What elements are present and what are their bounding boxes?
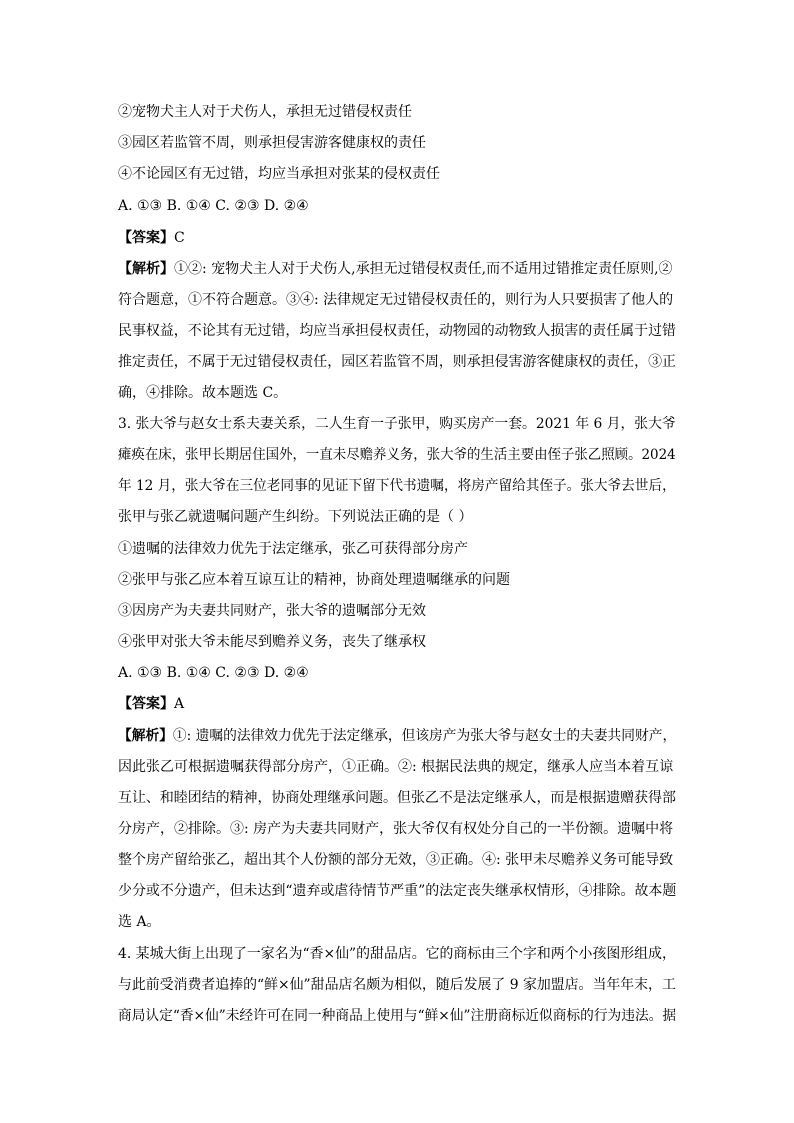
q3-analysis-line: 少分或不分遗产，但未达到“遗弃或虐待情节严重”的法定丧失继承权情形，④排除。故本题 xyxy=(118,883,677,899)
q2-analysis-line xyxy=(118,259,673,279)
analysis-text: ①: 遗嘱的法律效力优先于法定继承，但该房产为张大爷与赵女士的夫妻共同财产， xyxy=(172,728,677,744)
q2-analysis-line: 确，④排除。故本题选 C。 xyxy=(118,385,288,401)
q3-option-4: ④张甲对张大爷未能尽到赡养义务，丧失了继承权 xyxy=(118,634,426,650)
q2-option-2: ②宠物犬主人对于犬伤人，承担无过错侵权责任 xyxy=(118,104,412,120)
q3-stem-line: 瘫痪在床，张甲长期居住国外，一直未尽赡养义务，张大爷的生活主要由侄子张乙照顾。2024 xyxy=(118,447,676,463)
q3-choices: A. ①③ B. ①④ C. ②③ D. ②④ xyxy=(118,665,309,681)
q3-analysis-line: 整个房产留给张乙，超出其个人份额的部分无效，③正确。④: 张甲未尽赡养义务可能导致 xyxy=(118,852,674,868)
answer-tag: 【答案】 xyxy=(118,696,174,712)
q2-choices: A. ①③ B. ①④ C. ②③ D. ②④ xyxy=(118,198,309,214)
answer-tag: 【答案】 xyxy=(118,230,174,246)
q2-answer xyxy=(118,228,185,248)
q4-stem-line: 商局认定“香×仙”未经许可在同一种商品上使用与“鲜×仙”注册商标近似商标的行为违法。据 xyxy=(118,1008,677,1024)
q3-stem-line: 张甲与张乙就遗嘱问题产生纠纷。下列说法正确的是（ ） xyxy=(118,509,473,525)
q3-answer xyxy=(118,694,184,714)
q2-analysis-line: 推定责任，不属于无过错侵权责任，园区若监管不周，则承担侵害游客健康权的责任，③正 xyxy=(118,354,676,370)
q3-analysis-line: 分房产，②排除。③: 房产为夫妻共同财产，张大爷仅有权处分自己的一半份额。遗嘱中将 xyxy=(118,821,674,837)
analysis-text: ①②: 宠物犬主人对于犬伤人,承担无过错侵权责任,而不适用过错推定责任原则,② xyxy=(174,261,673,277)
q3-option-3: ③因房产为夫妻共同财产，张大爷的遗嘱部分无效 xyxy=(118,603,426,619)
q2-analysis-line: 符合题意，①不符合题意。③④: 法律规定无过错侵权责任的，则行为人只要损害了他人的 xyxy=(118,292,674,308)
q3-analysis-line: 选 A。 xyxy=(118,914,161,930)
answer-value: C xyxy=(174,230,185,246)
analysis-tag: 【解析】 xyxy=(118,728,173,744)
analysis-tag: 【解析】 xyxy=(118,261,174,277)
q2-option-3: ③园区若监管不周，则承担侵害游客健康权的责任 xyxy=(118,135,426,151)
q4-stem-line: 4. 某城大街上出现了一家名为“香×仙”的甜品店。它的商标由三个字和两个小孩图形组成， xyxy=(118,946,676,962)
q4-stem-line: 与此前受消费者追捧的“鲜×仙”甜品店名颇为相似，随后发展了 9 家加盟店。当年年末，工 xyxy=(118,977,676,993)
q2-analysis-line: 民事权益，不论其有无过错，均应当承担侵权责任，动物园的动物致人损害的责任属于过错 xyxy=(118,323,676,339)
q3-analysis-line: 因此张乙可根据遗嘱获得部分房产，①正确。②: 根据民法典的规定，继承人应当本着互谅 xyxy=(118,759,674,775)
answer-value: A xyxy=(174,696,185,712)
q3-option-1: ①遗嘱的法律效力优先于法定继承，张乙可获得部分房产 xyxy=(118,541,468,557)
q3-option-2: ②张甲与张乙应本着互谅互让的精神，协商处理遗嘱继承的问题 xyxy=(118,572,510,588)
q3-stem-line: 3. 张大爷与赵女士系夫妻关系，二人生育一子张甲，购买房产一套。2021 年 6 月，张大爷 xyxy=(118,416,676,432)
q3-analysis-line xyxy=(118,726,676,746)
q3-analysis-line: 互让、和睦团结的精神，协商处理继承问题。但张乙不是法定继承人，而是根据遗赠获得部 xyxy=(118,790,676,806)
q3-stem-line: 年 12 月，张大爷在三位老同事的见证下留下代书遗嘱，将房产留给其侄子。张大爷去世后， xyxy=(118,478,676,494)
q2-option-4: ④不论园区有无过错，均应当承担对张某的侵权责任 xyxy=(118,166,440,182)
